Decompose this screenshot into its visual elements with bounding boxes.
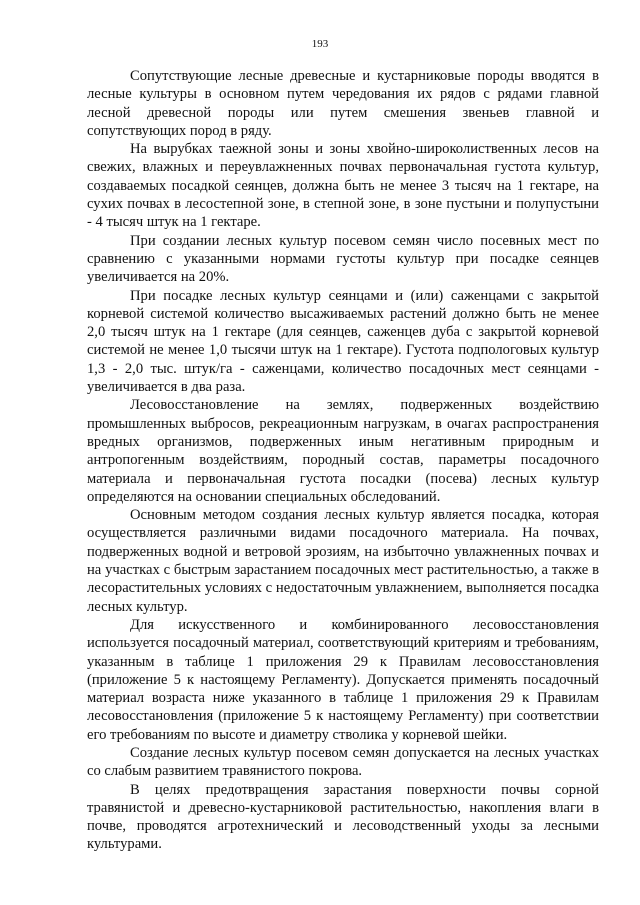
paragraph: На вырубках таежной зоны и зоны хвойно-широколиственных лесов на свежих, влажных и переувлажненных почвах первоначальная густота культур, создаваемых посадкой сеянцев, должна быть не менее 3 тысяч на 1 гектаре, на сухих почвах в лесостепной зоне, в степной зоне, в зоне пустыни и полупустыни - 4 тысяч штук на 1 гектаре. (87, 141, 599, 231)
paragraph: При создании лесных культур посевом семян число посевных мест по сравнению с указанными нормами густоты культур при посадке сеянцев увеличивается на 20%. (87, 232, 599, 286)
paragraph: При посадке лесных культур сеянцами и (или) саженцами с закрытой корневой системой количество высаживаемых растений должно быть не менее 2,0 тысяч штук на 1 гектаре (для сеянцев, саженцев дуба с закрытой корневой системой не менее 1,0 тысячи штук на 1 гектаре). Густота подпологовых культур 1,3 - 2,0 тыс. штук/га - саженцами, количество посадочных мест сеянцами - увеличивается в два раза. (87, 287, 599, 396)
paragraph: Сопутствующие лесные древесные и кустарниковые породы вводятся в лесные культуры в основном путем чередования их рядов с рядами главной лесной древесной породы или путем смешения звеньев главной и сопутствующих пород в ряду. (87, 68, 599, 139)
body-text (87, 67, 599, 854)
page-number: 193 (311, 38, 329, 50)
paragraph: В целях предотвращения зарастания поверхности почвы сорной травянистой и древесно-кустарниковой растительностью, накопления влаги в почве, проводятся агротехнический и лесоводственный уходы за лесными культурами. (87, 781, 599, 853)
paragraph: Для искусственного и комбинированного лесовосстановления используется посадочный материал, соответствующий критериям и требованиям, указанным в таблице 1 приложения 29 к Правилам лесовосстановления (приложение 5 к настоящему Регламенту). Допускается применять посадочный материал возраста ниже указанного в таблице 1 приложения 29 к Правилам лесовосстановления (приложение 5 к настоящему Регламенту) при соответствии его требованиям по высоте и диаметру стволика у корневой шейки. (87, 616, 599, 743)
paragraph: Лесовосстановление на землях, подверженных воздействию промышленных выбросов, рекреационным нагрузкам, в очагах распространения вредных организмов, подверженных иным негативным природным и антропогенным воздействиям, породный состав, параметры посадочного материала и первоначальная густота посадки (посева) лесных культур определяются на основании специальных обследований. (87, 397, 599, 505)
paragraph: Основным методом создания лесных культур является посадка, которая осуществляется различными видами посадочного материала. На почвах, подверженных водной и ветровой эрозиям, на избыточно увлажненных почвах и на участках с быстрым зарастанием посадочных мест растительностью, а также в лесорастительных условиях с недостаточным увлажнением, выполняется посадка лесных культур. (87, 507, 599, 615)
paragraph: Создание лесных культур посевом семян допускается на лесных участках со слабым развитием травянистого покрова. (87, 744, 599, 780)
